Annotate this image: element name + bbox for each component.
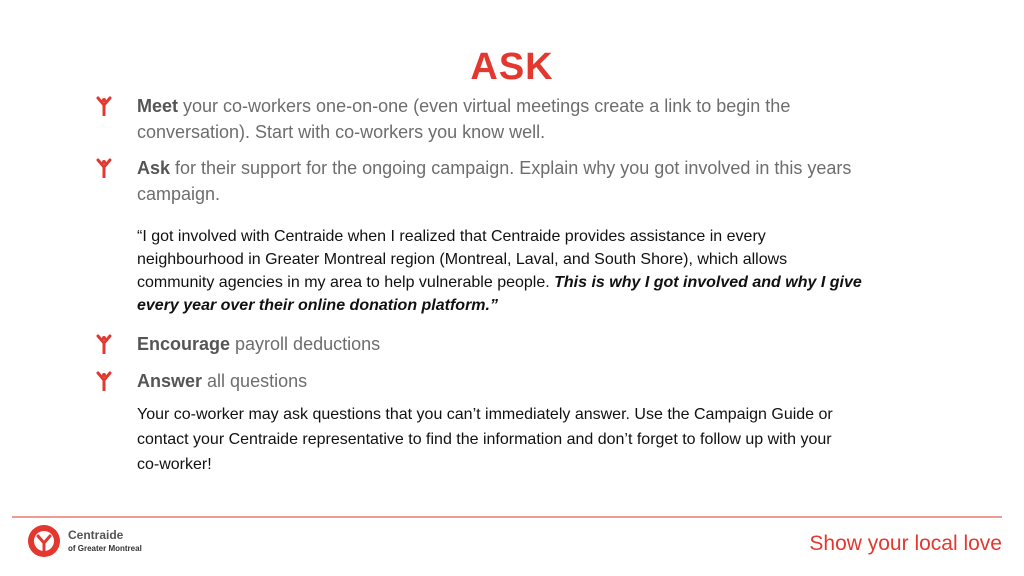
note-line: contact your Centraide representative to find the information and don’t forget to follow up with your [137, 431, 832, 448]
centraide-bullet-icon [96, 96, 112, 116]
quote-line: every year over their online donation platform.” [137, 297, 498, 314]
centraide-bullet-icon [96, 334, 112, 354]
bullet-meet: Meet your co-workers one-on-one (even virtual meetings create a link to begin the [137, 96, 791, 116]
bullet-answer: Answer all questions [137, 371, 308, 391]
note-line: Your co-worker may ask questions that you can’t immediately answer. Use the Campaign Guide or [137, 406, 833, 423]
bullet-ask-line2: campaign. [137, 184, 221, 204]
tagline: Show your local love [809, 532, 1002, 555]
quote-line: “I got involved with Centraide when I realized that Centraide provides assistance in every [137, 228, 766, 245]
note-line: co-worker! [137, 456, 212, 473]
quote-line: neighbourhood in Greater Montreal region (Montreal, Laval, and South Shore), which allows [137, 251, 788, 268]
centraide-bullet-icon [96, 158, 112, 178]
centraide-logo [26, 522, 166, 562]
bullet-encourage: Encourage payroll deductions [137, 334, 381, 354]
logo-subtitle: of Greater Montreal [68, 544, 142, 553]
bullet-ask: Ask for their support for the ongoing campaign. Explain why you got involved in this years [137, 158, 852, 178]
answer-note [137, 402, 937, 477]
centraide-logo-icon [26, 522, 62, 560]
page-title: ASK [470, 46, 554, 88]
testimonial-quote [137, 225, 937, 317]
quote-line: community agencies in my area to help vulnerable people. This is why I got involved and why I give [137, 274, 862, 291]
logo-name: Centraide [68, 528, 124, 542]
bullet-meet-line2: conversation). Start with co-workers you know well. [137, 122, 546, 142]
centraide-bullet-icon [96, 371, 112, 391]
footer-divider [12, 516, 1002, 518]
